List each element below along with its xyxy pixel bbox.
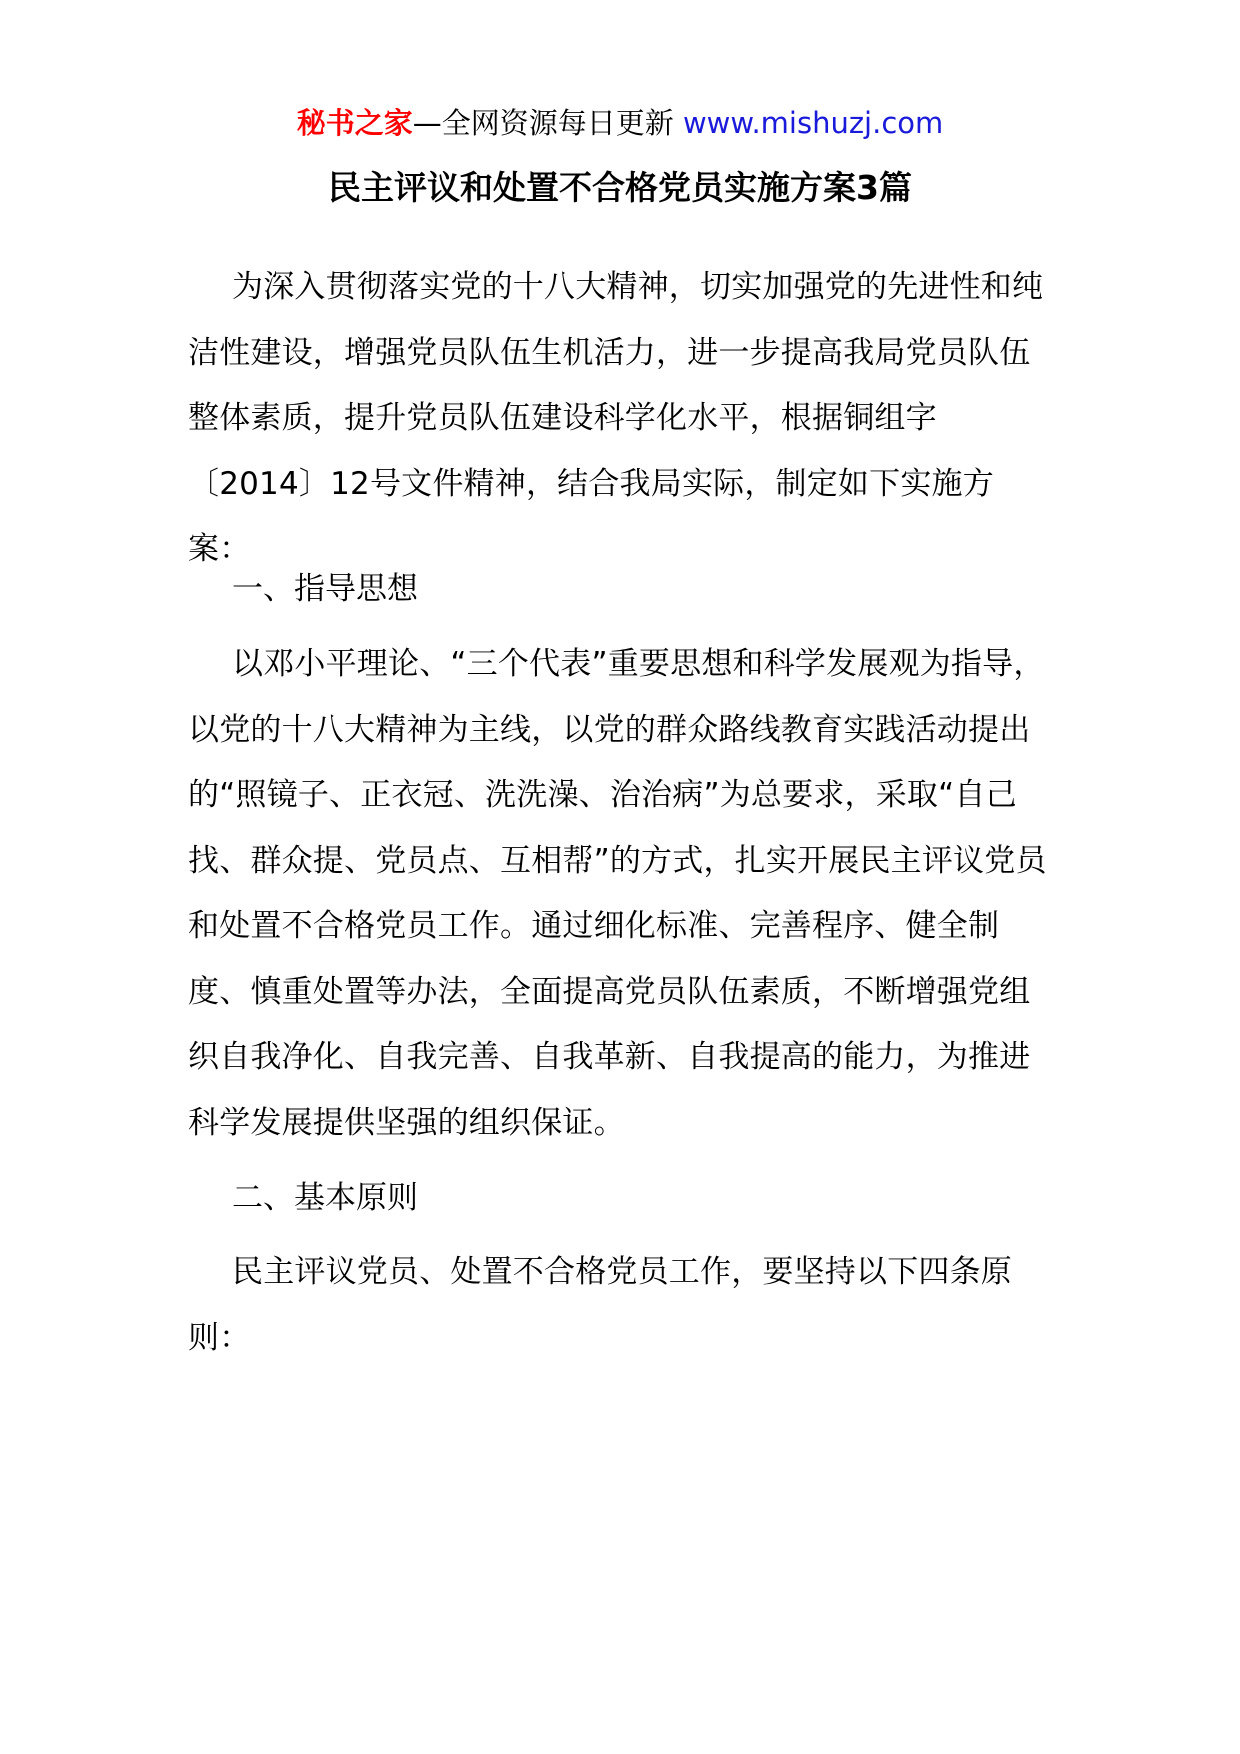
header-tagline: —全网资源每日更新 <box>412 106 674 140</box>
site-url-link[interactable]: www.mishuzj.com <box>682 106 944 140</box>
site-header <box>0 103 1240 143</box>
section-heading-basic-principles: 二、基本原则 <box>232 1180 418 1216</box>
section-body-guiding-ideology: 以邓小平理论、“三个代表”重要思想和科学发展观为指导，以党的十八大精神为主线，以党的群众路线教育实践活动提出的“照镜子、正衣冠、洗洗澡、治治病”为总要求，采取“自己找、群众提、党员点、互相帮”的方式，扎实开展民主评议党员和处置不合格党员工作。通过细化标准、完善程序、健全制度、慎重处置等办法，全面提高党员队伍素质，不断增强党组织自我净化、自我完善、自我革新、自我提高的能力，为推进科学发展提供坚强的组织保证。 <box>188 646 1047 1141</box>
brand-name: 秘书之家 <box>296 106 413 140</box>
section-heading-guiding-ideology: 一、指导思想 <box>232 571 418 607</box>
section-body-basic-principles: 民主评议党员、处置不合格党员工作，要坚持以下四条原则： <box>188 1254 1012 1356</box>
intro-paragraph: 为深入贯彻落实党的十八大精神，切实加强党的先进性和纯洁性建设，增强党员队伍生机活力，进一步提高我局党员队伍整体素质，提升党员队伍建设科学化水平，根据铜组字〔2014〕12号文件精神，结合我局实际，制定如下实施方案： <box>188 269 1044 567</box>
document-title: 民主评议和处置不合格党员实施方案3篇 <box>328 168 912 207</box>
